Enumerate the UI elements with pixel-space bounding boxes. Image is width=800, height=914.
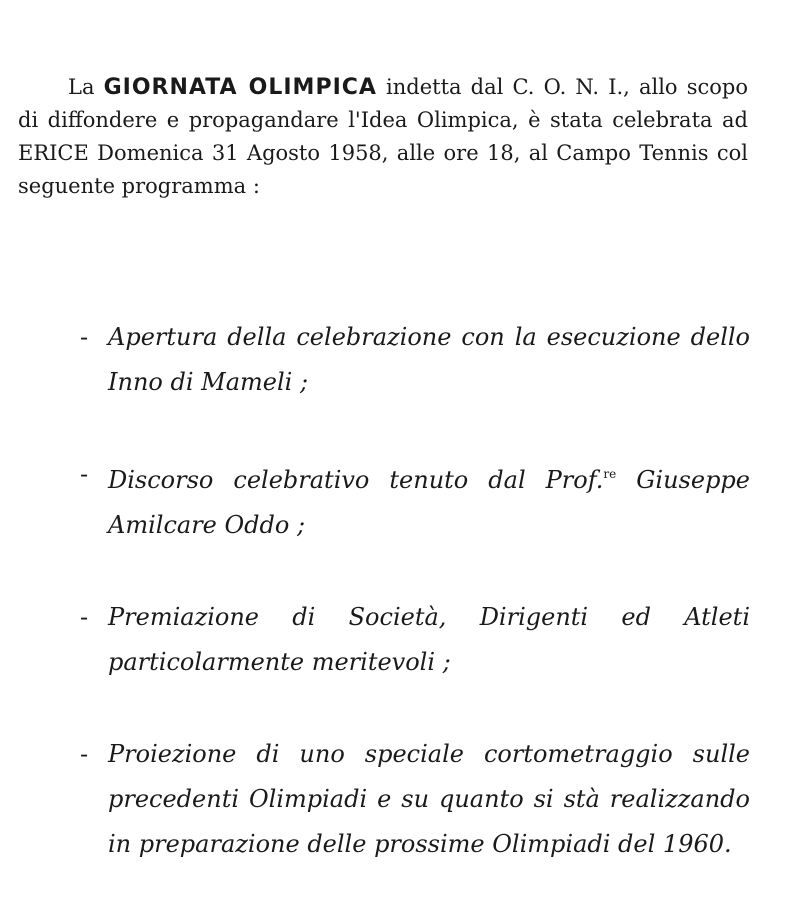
list-dash: - (80, 323, 89, 351)
intro-paragraph (18, 71, 748, 203)
intro-prefix: La (68, 75, 95, 99)
list-dash: - (80, 740, 89, 768)
intro-text: indetta dal C. O. N. I., allo scopo di diffondere e propagandare l'Idea Olimpica, è stata celebrata ad ERICE Domenica 31 Agosto 1958, alle ore 18, al Campo Tennis col seguente programma : (18, 75, 748, 198)
program-item-awards (80, 595, 750, 685)
program-item-text: Proiezione di uno speciale cortometraggio sulle precedenti Olimpiadi e su quanto si stà realizzando in preparazione delle prossime Olimpiadi del 1960. (108, 740, 750, 858)
program-item-opening (80, 315, 750, 405)
program-item-text: Premiazione di Società, Dirigenti ed Atleti particolarmente meritevoli ; (108, 603, 750, 676)
event-name: GIORNATA OLIMPICA (103, 75, 377, 100)
title-superscript: re (603, 467, 617, 481)
program-item-speech (80, 452, 750, 548)
program-item-text: Discorso celebrativo tenuto dal Prof. (108, 466, 604, 494)
program-item-text-continued: Giuseppe Amilcare Oddo ; (108, 466, 750, 539)
program-list (80, 315, 750, 914)
list-dash: - (80, 603, 89, 631)
program-item-text: Apertura della celebrazione con la esecuzione dello Inno di Mameli ; (108, 323, 750, 396)
program-item-film (80, 732, 750, 867)
list-dash: - (80, 460, 89, 488)
